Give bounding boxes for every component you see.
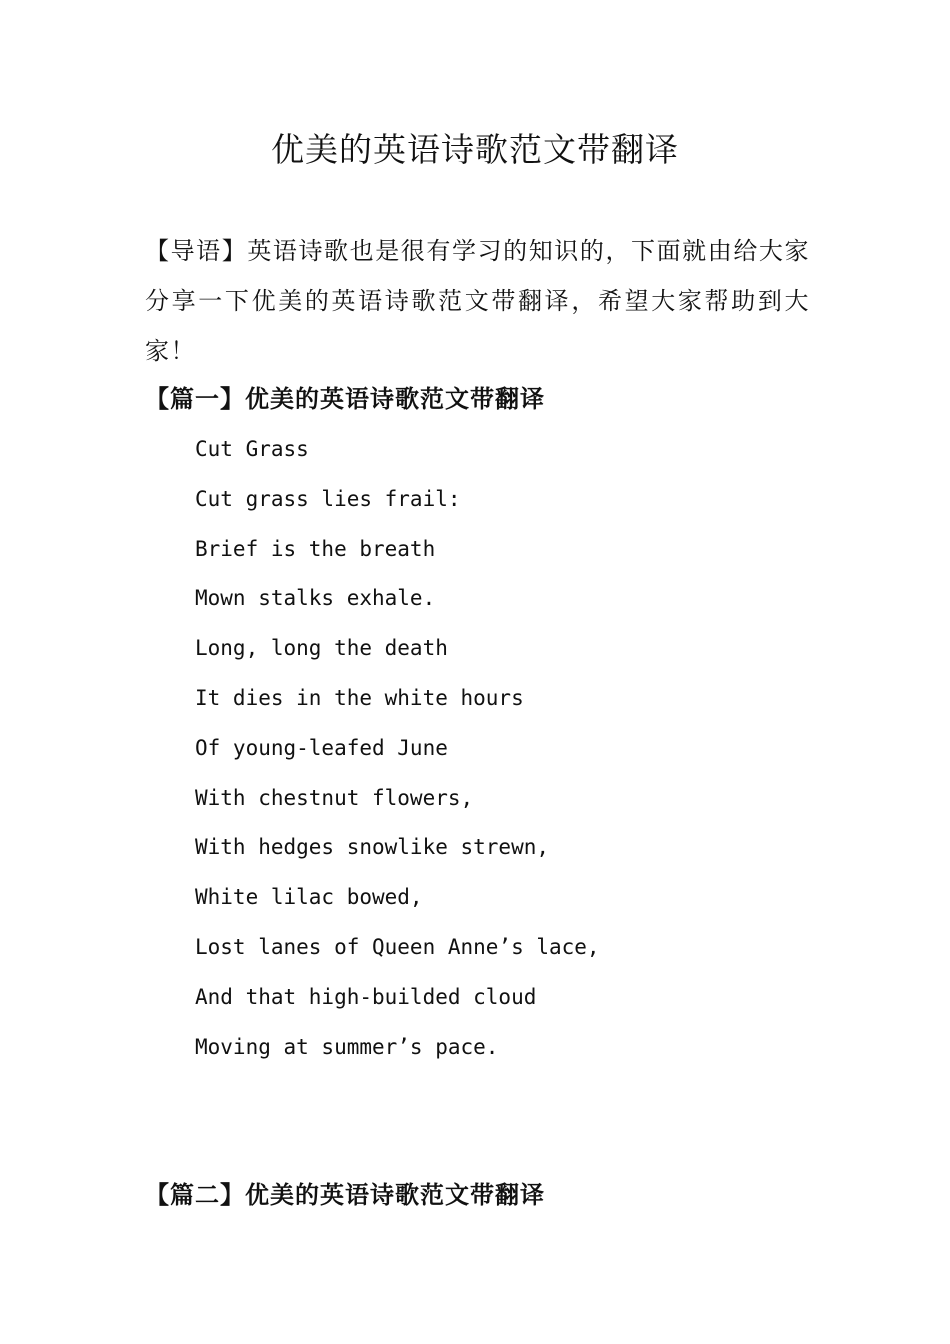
- document-title: 优美的英语诗歌范文带翻译: [271, 130, 679, 169]
- poem-line: Cut Grass: [195, 437, 309, 461]
- poem-line: White lilac bowed,: [195, 885, 423, 910]
- poem-line: Mown stalks exhale.: [195, 586, 436, 611]
- intro-paragraph: 【导语】英语诗歌也是很有学习的知识的，下面就由给大家分享一下优美的英语诗歌范文带翻译，希望大家帮助到大家！: [145, 237, 810, 365]
- poem-line: Cut grass lies frail:: [195, 486, 461, 511]
- section-heading-two: 【篇二】优美的英语诗歌范文带翻译: [145, 1180, 545, 1209]
- poem-line: With hedges snowlike strewn,: [195, 835, 550, 860]
- poem-line: Long, long the death: [195, 636, 448, 661]
- poem-line: Lost lanes of Queen Anne’s lace,: [195, 934, 600, 959]
- poem-line: And that high-builded cloud: [195, 984, 537, 1009]
- poem-cut-grass: [195, 425, 600, 1072]
- poem-line: Of young-leafed June: [195, 735, 448, 760]
- poem-line: Brief is the breath: [195, 536, 436, 561]
- poem-line: It dies in the white hours: [195, 685, 524, 710]
- poem-line: With chestnut flowers,: [195, 785, 474, 810]
- section-heading-one: 【篇一】优美的英语诗歌范文带翻译: [145, 384, 545, 413]
- poem-line: Moving at summer’s pace.: [195, 1034, 499, 1059]
